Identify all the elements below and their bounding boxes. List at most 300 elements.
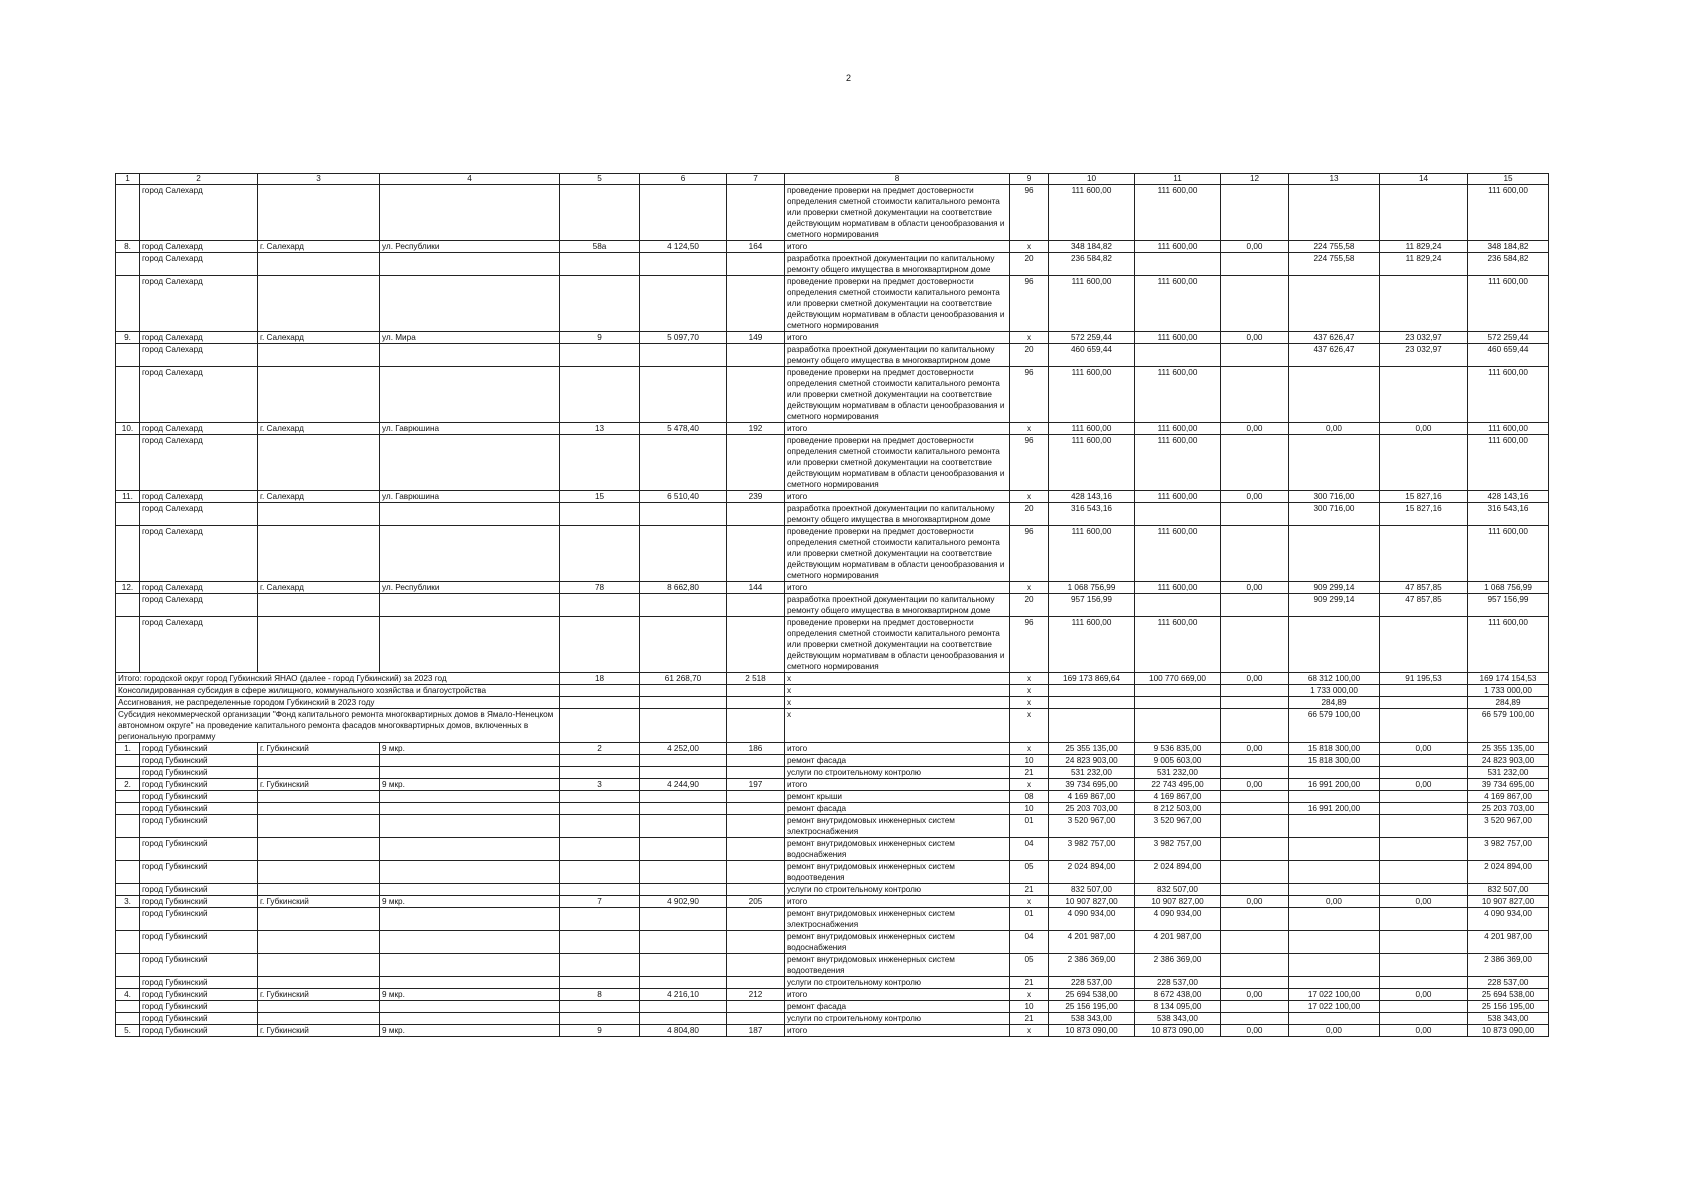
grand-total-cell: 111 600,00	[1468, 367, 1549, 423]
column-header: 7	[727, 174, 785, 185]
owner-cost-cell	[1380, 435, 1468, 491]
municipality-cell: город Губкинский	[140, 767, 258, 779]
street-cell	[380, 908, 560, 931]
municipal-cost-cell	[1221, 594, 1289, 617]
total-cost-cell: 316 543,16	[1049, 503, 1135, 526]
work-type-cell: ремонт внутридомовых инженерных систем электроснабжения	[785, 815, 1010, 838]
fund-cost-cell: 111 600,00	[1135, 241, 1221, 253]
table-row	[116, 755, 1549, 767]
row-number-cell	[116, 803, 140, 815]
settlement-cell	[258, 1013, 380, 1025]
row-number-cell: 11.	[116, 491, 140, 503]
row-number-cell	[116, 276, 140, 332]
area-cell	[640, 185, 727, 241]
residents-cell: 186	[727, 743, 785, 755]
owner-cost-cell	[1380, 767, 1468, 779]
page-number: 2	[845, 73, 851, 83]
grand-total-cell: 10 873 090,00	[1468, 1025, 1549, 1037]
street-cell	[380, 344, 560, 367]
residents-cell	[727, 791, 785, 803]
owner-cost-cell	[1380, 931, 1468, 954]
total-cost-cell: 1 068 756,99	[1049, 582, 1135, 594]
area-cell	[640, 1001, 727, 1013]
column-header: 8	[785, 174, 1010, 185]
street-cell: 9 мкр.	[380, 743, 560, 755]
residents-cell	[727, 594, 785, 617]
summary-row	[116, 685, 1549, 697]
table-row	[116, 344, 1549, 367]
work-code-cell: 04	[1010, 838, 1049, 861]
regional-cost-cell: 909 299,14	[1289, 594, 1380, 617]
column-header: 12	[1221, 174, 1289, 185]
municipality-cell: город Салехард	[140, 503, 258, 526]
grand-total-cell: 316 543,16	[1468, 503, 1549, 526]
street-cell	[380, 977, 560, 989]
street-cell: ул. Мира	[380, 332, 560, 344]
regional-cost-cell: 300 716,00	[1289, 503, 1380, 526]
settlement-cell	[258, 803, 380, 815]
grand-total-cell: 572 259,44	[1468, 332, 1549, 344]
residents-cell: 212	[727, 989, 785, 1001]
owner-cost-cell	[1380, 1001, 1468, 1013]
regional-cost-cell: 15 818 300,00	[1289, 743, 1380, 755]
work-type-cell: итого	[785, 989, 1010, 1001]
area-cell: 6 510,40	[640, 491, 727, 503]
table-row	[116, 435, 1549, 491]
municipality-cell: город Губкинский	[140, 838, 258, 861]
municipality-cell: город Губкинский	[140, 755, 258, 767]
table-row	[116, 491, 1549, 503]
municipality-cell: город Салехард	[140, 594, 258, 617]
fund-cost-cell: 111 600,00	[1135, 617, 1221, 673]
municipality-cell: город Губкинский	[140, 908, 258, 931]
grand-total-cell: 25 203 703,00	[1468, 803, 1549, 815]
capital-repair-register-table	[115, 173, 1549, 1037]
house-number-cell: 7	[560, 896, 640, 908]
municipality-cell: город Салехард	[140, 582, 258, 594]
residents-cell	[727, 697, 785, 709]
settlement-cell	[258, 884, 380, 896]
house-number-cell	[560, 815, 640, 838]
table-row	[116, 989, 1549, 1001]
table-row	[116, 582, 1549, 594]
house-number-cell	[560, 685, 640, 697]
grand-total-cell: 169 174 154,53	[1468, 673, 1549, 685]
table-row	[116, 423, 1549, 435]
house-number-cell	[560, 1001, 640, 1013]
municipal-cost-cell	[1221, 908, 1289, 931]
row-number-cell: 4.	[116, 989, 140, 1001]
house-number-cell	[560, 697, 640, 709]
house-number-cell	[560, 617, 640, 673]
work-type-cell: разработка проектной документации по капитальному ремонту общего имущества в многоквартирном доме	[785, 253, 1010, 276]
street-cell: 9 мкр.	[380, 779, 560, 791]
municipality-cell: город Губкинский	[140, 815, 258, 838]
residents-cell: 2 518	[727, 673, 785, 685]
residents-cell	[727, 861, 785, 884]
table-row	[116, 838, 1549, 861]
total-cost-cell: 111 600,00	[1049, 276, 1135, 332]
work-type-cell: проведение проверки на предмет достоверности определения сметной стоимости капитального ремонта или проверки сметной документации на соответствие действующим нормативам в области ценообразования и сметного нормирования	[785, 185, 1010, 241]
regional-cost-cell: 224 755,58	[1289, 253, 1380, 276]
work-type-cell: проведение проверки на предмет достоверности определения сметной стоимости капитального ремонта или проверки сметной документации на соответствие действующим нормативам в области ценообразования и сметного нормирования	[785, 367, 1010, 423]
work-code-cell: 96	[1010, 367, 1049, 423]
house-number-cell: 9	[560, 332, 640, 344]
street-cell	[380, 1013, 560, 1025]
municipality-cell: город Салехард	[140, 526, 258, 582]
row-number-cell: 12.	[116, 582, 140, 594]
row-number-cell	[116, 435, 140, 491]
work-type-cell: итого	[785, 779, 1010, 791]
residents-cell	[727, 709, 785, 743]
grand-total-cell: 832 507,00	[1468, 884, 1549, 896]
owner-cost-cell	[1380, 617, 1468, 673]
grand-total-cell: 1 733 000,00	[1468, 685, 1549, 697]
area-cell	[640, 344, 727, 367]
area-cell	[640, 838, 727, 861]
municipal-cost-cell	[1221, 977, 1289, 989]
column-header: 1	[116, 174, 140, 185]
column-header: 6	[640, 174, 727, 185]
owner-cost-cell	[1380, 884, 1468, 896]
fund-cost-cell: 100 770 669,00	[1135, 673, 1221, 685]
work-code-cell: 21	[1010, 767, 1049, 779]
work-code-cell: 01	[1010, 908, 1049, 931]
work-code-cell: 20	[1010, 503, 1049, 526]
street-cell	[380, 594, 560, 617]
row-number-cell	[116, 594, 140, 617]
settlement-cell	[258, 767, 380, 779]
grand-total-cell: 228 537,00	[1468, 977, 1549, 989]
work-type-cell: итого	[785, 332, 1010, 344]
settlement-cell	[258, 931, 380, 954]
total-cost-cell: 111 600,00	[1049, 423, 1135, 435]
residents-cell	[727, 1013, 785, 1025]
owner-cost-cell	[1380, 838, 1468, 861]
municipality-cell: город Салехард	[140, 423, 258, 435]
owner-cost-cell	[1380, 185, 1468, 241]
grand-total-cell: 284,89	[1468, 697, 1549, 709]
street-cell	[380, 767, 560, 779]
street-cell	[380, 803, 560, 815]
work-type-cell: ремонт внутридомовых инженерных систем водоснабжения	[785, 931, 1010, 954]
regional-cost-cell: 437 626,47	[1289, 344, 1380, 367]
area-cell	[640, 815, 727, 838]
settlement-cell: г. Салехард	[258, 491, 380, 503]
area-cell: 61 268,70	[640, 673, 727, 685]
house-number-cell	[560, 594, 640, 617]
street-cell: ул. Гаврюшина	[380, 423, 560, 435]
total-cost-cell	[1049, 709, 1135, 743]
fund-cost-cell: 228 537,00	[1135, 977, 1221, 989]
area-cell	[640, 617, 727, 673]
work-code-cell: х	[1010, 989, 1049, 1001]
municipal-cost-cell	[1221, 815, 1289, 838]
municipal-cost-cell: 0,00	[1221, 582, 1289, 594]
table-row	[116, 526, 1549, 582]
residents-cell: 149	[727, 332, 785, 344]
row-number-cell	[116, 185, 140, 241]
column-header: 10	[1049, 174, 1135, 185]
total-cost-cell: 10 873 090,00	[1049, 1025, 1135, 1037]
settlement-cell: г. Губкинский	[258, 989, 380, 1001]
work-code-cell: 20	[1010, 253, 1049, 276]
row-number-cell	[116, 954, 140, 977]
total-cost-cell: 3 982 757,00	[1049, 838, 1135, 861]
table-row	[116, 617, 1549, 673]
total-cost-cell: 236 584,82	[1049, 253, 1135, 276]
residents-cell	[727, 435, 785, 491]
grand-total-cell: 25 355 135,00	[1468, 743, 1549, 755]
street-cell: 9 мкр.	[380, 1025, 560, 1037]
street-cell: ул. Гаврюшина	[380, 491, 560, 503]
house-number-cell	[560, 803, 640, 815]
owner-cost-cell	[1380, 685, 1468, 697]
regional-cost-cell: 300 716,00	[1289, 491, 1380, 503]
settlement-cell	[258, 435, 380, 491]
area-cell: 5 097,70	[640, 332, 727, 344]
work-code-cell: 96	[1010, 435, 1049, 491]
fund-cost-cell	[1135, 253, 1221, 276]
summary-row	[116, 697, 1549, 709]
residents-cell: 205	[727, 896, 785, 908]
total-cost-cell: 832 507,00	[1049, 884, 1135, 896]
column-header: 9	[1010, 174, 1049, 185]
municipal-cost-cell	[1221, 276, 1289, 332]
street-cell: 9 мкр.	[380, 989, 560, 1001]
area-cell	[640, 767, 727, 779]
summary-label: Итого: городской округ город Губкинский ЯНАО (далее - город Губкинский) за 2023 год	[116, 673, 560, 685]
municipality-cell: город Губкинский	[140, 977, 258, 989]
table-row	[116, 185, 1549, 241]
work-type-cell: итого	[785, 241, 1010, 253]
residents-cell	[727, 344, 785, 367]
work-code-cell: х	[1010, 332, 1049, 344]
house-number-cell	[560, 276, 640, 332]
table-row	[116, 791, 1549, 803]
regional-cost-cell: 1 733 000,00	[1289, 685, 1380, 697]
fund-cost-cell: 111 600,00	[1135, 276, 1221, 332]
owner-cost-cell: 0,00	[1380, 989, 1468, 1001]
table-row	[116, 779, 1549, 791]
work-type-cell: х	[785, 673, 1010, 685]
work-code-cell: 20	[1010, 594, 1049, 617]
work-type-cell: услуги по строительному контролю	[785, 767, 1010, 779]
row-number-cell	[116, 838, 140, 861]
work-type-cell: итого	[785, 582, 1010, 594]
work-type-cell: итого	[785, 1025, 1010, 1037]
residents-cell	[727, 503, 785, 526]
row-number-cell	[116, 526, 140, 582]
owner-cost-cell: 11 829,24	[1380, 253, 1468, 276]
area-cell	[640, 709, 727, 743]
total-cost-cell: 3 520 967,00	[1049, 815, 1135, 838]
work-code-cell: 05	[1010, 861, 1049, 884]
house-number-cell	[560, 767, 640, 779]
regional-cost-cell	[1289, 931, 1380, 954]
settlement-cell	[258, 594, 380, 617]
residents-cell	[727, 767, 785, 779]
residents-cell	[727, 931, 785, 954]
work-type-cell: проведение проверки на предмет достоверности определения сметной стоимости капитального ремонта или проверки сметной документации на соответствие действующим нормативам в области ценообразования и сметного нормирования	[785, 435, 1010, 491]
owner-cost-cell	[1380, 697, 1468, 709]
work-type-cell: итого	[785, 491, 1010, 503]
municipal-cost-cell	[1221, 685, 1289, 697]
residents-cell	[727, 685, 785, 697]
work-type-cell: ремонт внутридомовых инженерных систем электроснабжения	[785, 908, 1010, 931]
fund-cost-cell: 111 600,00	[1135, 526, 1221, 582]
owner-cost-cell: 15 827,16	[1380, 491, 1468, 503]
table-row	[116, 241, 1549, 253]
owner-cost-cell	[1380, 1013, 1468, 1025]
grand-total-cell: 4 201 987,00	[1468, 931, 1549, 954]
municipal-cost-cell	[1221, 954, 1289, 977]
column-number-header-row	[116, 174, 1549, 185]
work-type-cell: проведение проверки на предмет достоверности определения сметной стоимости капитального ремонта или проверки сметной документации на соответствие действующим нормативам в области ценообразования и сметного нормирования	[785, 276, 1010, 332]
work-code-cell: 96	[1010, 526, 1049, 582]
house-number-cell	[560, 367, 640, 423]
total-cost-cell: 111 600,00	[1049, 435, 1135, 491]
fund-cost-cell: 832 507,00	[1135, 884, 1221, 896]
municipal-cost-cell: 0,00	[1221, 1025, 1289, 1037]
house-number-cell	[560, 838, 640, 861]
municipality-cell: город Салехард	[140, 344, 258, 367]
row-number-cell: 3.	[116, 896, 140, 908]
street-cell	[380, 367, 560, 423]
row-number-cell	[116, 755, 140, 767]
work-code-cell: 21	[1010, 977, 1049, 989]
fund-cost-cell: 9 536 835,00	[1135, 743, 1221, 755]
municipality-cell: город Салехард	[140, 185, 258, 241]
residents-cell	[727, 755, 785, 767]
house-number-cell: 13	[560, 423, 640, 435]
municipal-cost-cell	[1221, 697, 1289, 709]
grand-total-cell: 1 068 756,99	[1468, 582, 1549, 594]
total-cost-cell: 228 537,00	[1049, 977, 1135, 989]
regional-cost-cell: 17 022 100,00	[1289, 989, 1380, 1001]
area-cell	[640, 755, 727, 767]
residents-cell	[727, 803, 785, 815]
regional-cost-cell	[1289, 815, 1380, 838]
total-cost-cell: 4 169 867,00	[1049, 791, 1135, 803]
fund-cost-cell	[1135, 594, 1221, 617]
work-code-cell: х	[1010, 241, 1049, 253]
municipal-cost-cell	[1221, 838, 1289, 861]
fund-cost-cell: 111 600,00	[1135, 367, 1221, 423]
owner-cost-cell: 11 829,24	[1380, 241, 1468, 253]
regional-cost-cell	[1289, 367, 1380, 423]
residents-cell	[727, 954, 785, 977]
street-cell	[380, 755, 560, 767]
total-cost-cell: 24 823 903,00	[1049, 755, 1135, 767]
work-code-cell: 21	[1010, 884, 1049, 896]
municipal-cost-cell	[1221, 526, 1289, 582]
residents-cell	[727, 884, 785, 896]
area-cell	[640, 697, 727, 709]
owner-cost-cell: 0,00	[1380, 423, 1468, 435]
owner-cost-cell	[1380, 526, 1468, 582]
grand-total-cell: 538 343,00	[1468, 1013, 1549, 1025]
house-number-cell: 78	[560, 582, 640, 594]
total-cost-cell	[1049, 697, 1135, 709]
work-code-cell: 96	[1010, 185, 1049, 241]
regional-cost-cell: 0,00	[1289, 1025, 1380, 1037]
municipal-cost-cell: 0,00	[1221, 491, 1289, 503]
table-row	[116, 332, 1549, 344]
work-type-cell: услуги по строительному контролю	[785, 884, 1010, 896]
residents-cell: 164	[727, 241, 785, 253]
grand-total-cell: 111 600,00	[1468, 526, 1549, 582]
fund-cost-cell: 10 873 090,00	[1135, 1025, 1221, 1037]
fund-cost-cell: 22 743 495,00	[1135, 779, 1221, 791]
area-cell	[640, 503, 727, 526]
municipal-cost-cell: 0,00	[1221, 896, 1289, 908]
total-cost-cell: 39 734 695,00	[1049, 779, 1135, 791]
table-row	[116, 896, 1549, 908]
fund-cost-cell: 8 212 503,00	[1135, 803, 1221, 815]
summary-row	[116, 709, 1549, 743]
table-row	[116, 276, 1549, 332]
work-type-cell: х	[785, 709, 1010, 743]
table-row	[116, 954, 1549, 977]
column-header: 11	[1135, 174, 1221, 185]
street-cell: ул. Республики	[380, 241, 560, 253]
work-type-cell: ремонт крыши	[785, 791, 1010, 803]
row-number-cell: 8.	[116, 241, 140, 253]
total-cost-cell: 2 386 369,00	[1049, 954, 1135, 977]
table-row	[116, 861, 1549, 884]
owner-cost-cell: 23 032,97	[1380, 344, 1468, 367]
regional-cost-cell: 437 626,47	[1289, 332, 1380, 344]
house-number-cell	[560, 791, 640, 803]
work-type-cell: услуги по строительному контролю	[785, 977, 1010, 989]
area-cell: 4 124,50	[640, 241, 727, 253]
municipal-cost-cell	[1221, 884, 1289, 896]
municipality-cell: город Салехард	[140, 332, 258, 344]
owner-cost-cell	[1380, 791, 1468, 803]
total-cost-cell: 111 600,00	[1049, 526, 1135, 582]
row-number-cell	[116, 815, 140, 838]
work-type-cell: итого	[785, 743, 1010, 755]
row-number-cell	[116, 617, 140, 673]
municipality-cell: город Салехард	[140, 253, 258, 276]
regional-cost-cell: 0,00	[1289, 896, 1380, 908]
municipality-cell: город Губкинский	[140, 1013, 258, 1025]
area-cell	[640, 931, 727, 954]
house-number-cell: 2	[560, 743, 640, 755]
column-header: 5	[560, 174, 640, 185]
house-number-cell	[560, 709, 640, 743]
area-cell	[640, 908, 727, 931]
regional-cost-cell: 909 299,14	[1289, 582, 1380, 594]
owner-cost-cell	[1380, 815, 1468, 838]
municipal-cost-cell: 0,00	[1221, 989, 1289, 1001]
regional-cost-cell	[1289, 526, 1380, 582]
table-row	[116, 743, 1549, 755]
regional-cost-cell	[1289, 435, 1380, 491]
area-cell	[640, 791, 727, 803]
municipal-cost-cell	[1221, 503, 1289, 526]
grand-total-cell: 348 184,82	[1468, 241, 1549, 253]
house-number-cell	[560, 954, 640, 977]
owner-cost-cell: 0,00	[1380, 743, 1468, 755]
grand-total-cell: 957 156,99	[1468, 594, 1549, 617]
grand-total-cell: 460 659,44	[1468, 344, 1549, 367]
owner-cost-cell	[1380, 803, 1468, 815]
work-code-cell: х	[1010, 743, 1049, 755]
settlement-cell	[258, 367, 380, 423]
municipal-cost-cell	[1221, 435, 1289, 491]
